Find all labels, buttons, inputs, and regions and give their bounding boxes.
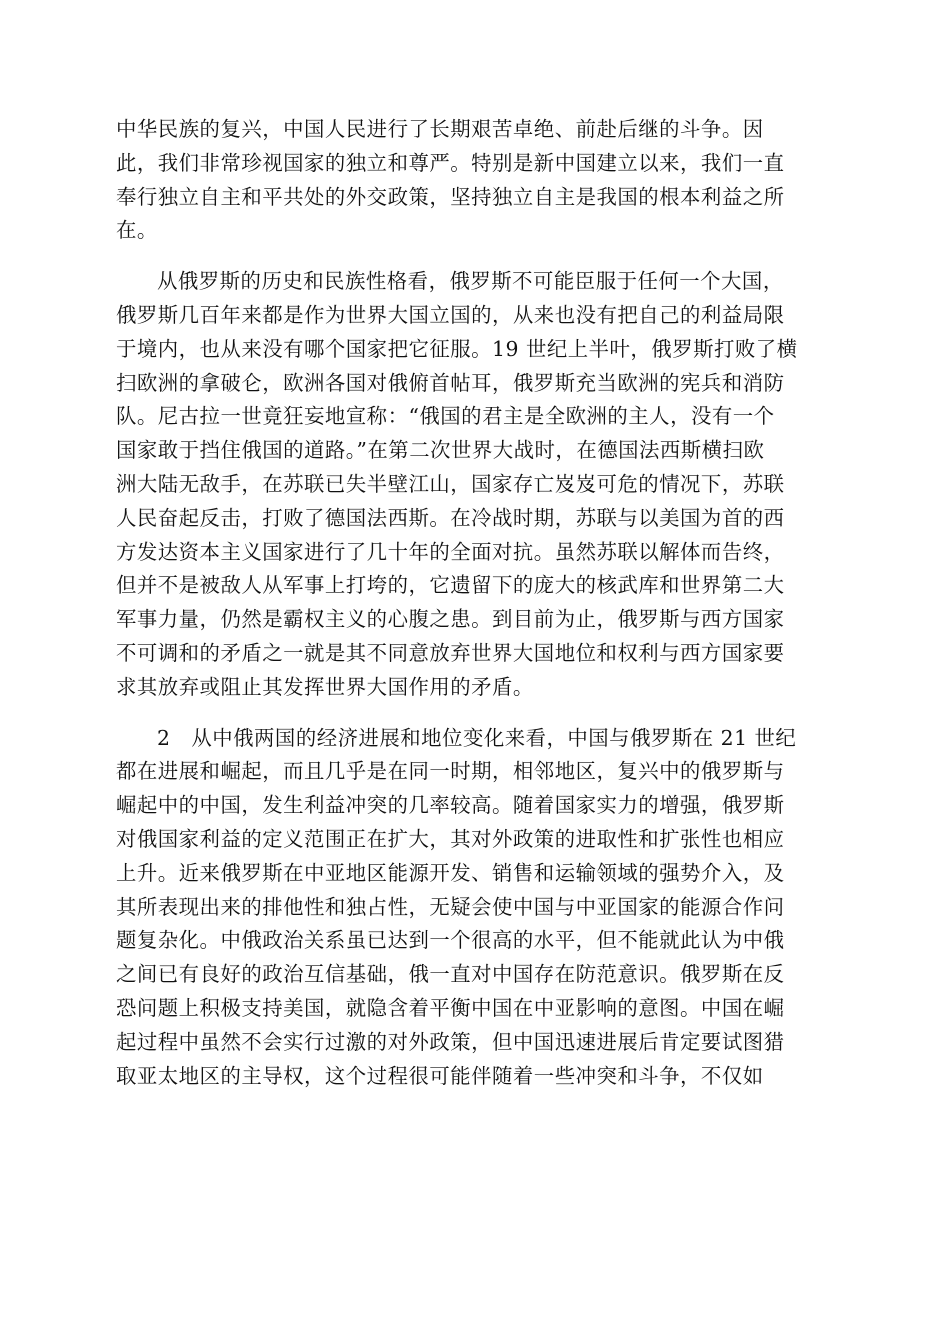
text-line: 恐问题上积极支持美国，就隐含着平衡中国在中亚影响的意图。中国在崛 — [116, 995, 785, 1020]
text-line: 方发达资本主义国家进行了几十年的全面对抗。虽然苏联以解体而告终， — [116, 539, 785, 564]
text-line: 起过程中虽然不会实行过激的对外政策，但中国迅速进展后肯定要试图猎 — [116, 1029, 785, 1054]
text-line: 其所表现出来的排他性和独占性，无疑会使中国与中亚国家的能源合作问 — [116, 894, 785, 919]
text-line: 都在进展和崛起，而且几乎是在同一时期，相邻地区，复兴中的俄罗斯与 — [116, 759, 785, 784]
text-line: 崛起中的中国，发生利益冲突的几率较高。随着国家实力的增强，俄罗斯 — [116, 793, 785, 818]
text-line: 于境内，也从来没有哪个国家把它征服。19 世纪上半叶，俄罗斯打败了横 — [116, 336, 798, 361]
text-line: 在。 — [116, 218, 158, 243]
text-line: 人民奋起反击，打败了德国法西斯。在冷战时期，苏联与以美国为首的西 — [116, 505, 785, 530]
text-line: 奉行独立自主和平共处的外交政策，坚持独立自主是我国的根本利益之所 — [116, 184, 785, 209]
text-line: 但并不是被敌人从军事上打垮的，它遗留下的庞大的核武库和世界第二大 — [116, 573, 785, 598]
text-line: 题复杂化。中俄政治关系虽已达到一个很高的水平，但不能就此认为中俄 — [116, 928, 785, 953]
text-line: 中华民族的复兴，中国人民进行了长期艰苦卓绝、前赴后继的斗争。因 — [116, 117, 764, 141]
paragraph-1 — [116, 113, 846, 248]
text-line: 上升。近来俄罗斯在中亚地区能源开发、销售和运输领域的强势介入，及 — [116, 860, 785, 885]
text-line: 从俄罗斯的历史和民族性格看，俄罗斯不可能臣服于任何一个大国， — [157, 269, 784, 294]
paragraph-3 — [116, 722, 846, 1094]
text-line: 队。尼古拉一世竟狂妄地宣称：“俄国的君主是全欧洲的主人，没有一个 — [116, 404, 775, 429]
paragraph-2 — [116, 265, 846, 704]
text-line: 对俄国家利益的定义范围正在扩大，其对外政策的进取性和扩张性也相应 — [116, 826, 785, 851]
text-line: 扫欧洲的拿破仑，欧洲各国对俄俯首帖耳，俄罗斯充当欧洲的宪兵和消防 — [116, 370, 785, 395]
text-line: 俄罗斯几百年来都是作为世界大国立国的，从来也没有把自己的利益局限 — [116, 302, 785, 327]
text-line: 取亚太地区的主导权，这个过程很可能伴随着一些冲突和斗争，不仅如 — [116, 1063, 764, 1088]
text-line: 国家敢于挡住俄国的道路。”在第二次世界大战时，在德国法西斯横扫欧 — [116, 438, 765, 463]
text-line: 洲大陆无敌手，在苏联已失半壁江山，国家存亡岌岌可危的情况下，苏联 — [116, 471, 785, 496]
text-line: 此，我们非常珍视国家的独立和尊严。特别是新中国建立以来，我们一直 — [116, 150, 785, 175]
text-line: 军事力量，仍然是霸权主义的心腹之患。到目前为止，俄罗斯与西方国家 — [116, 607, 785, 632]
document-body — [116, 113, 846, 1110]
text-line: 不可调和的矛盾之一就是其不同意放弃世界大国地位和权利与西方国家要 — [116, 640, 785, 665]
text-line: 2 从中俄两国的经济进展和地位变化来看，中国与俄罗斯在 21 世纪 — [157, 725, 797, 750]
text-line: 求其放弃或阻止其发挥世界大国作用的矛盾。 — [116, 674, 534, 699]
text-line: 之间已有良好的政治互信基础，俄一直对中国存在防范意识。俄罗斯在反 — [116, 962, 785, 987]
